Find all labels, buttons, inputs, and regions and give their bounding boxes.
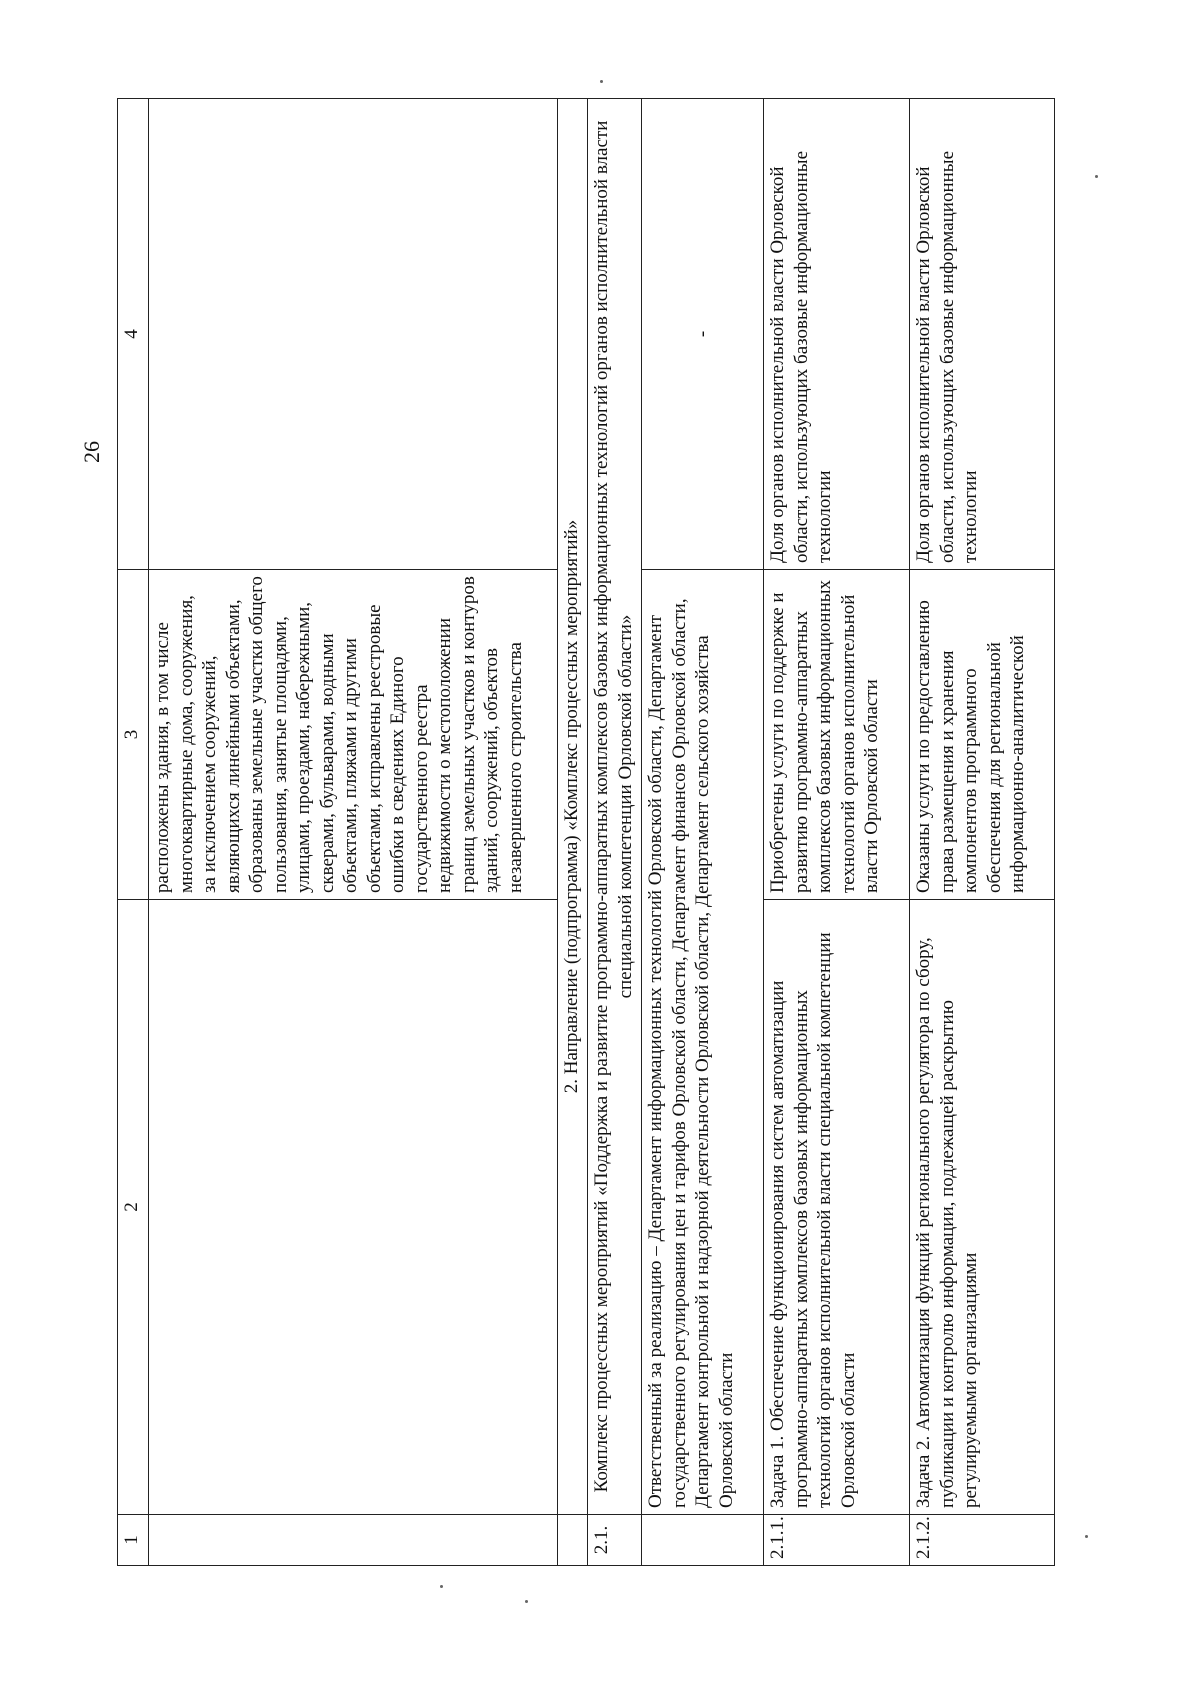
task-indicator: Доля органов исполнительной власти Орловской области, использующих базовые информационные технологии bbox=[910, 99, 1055, 570]
scan-speck bbox=[1095, 175, 1098, 178]
continuation-row bbox=[149, 99, 558, 1566]
rotated-table-sheet bbox=[117, 99, 1091, 1566]
task-row bbox=[764, 99, 910, 1566]
scan-speck bbox=[600, 80, 603, 83]
continuation-result-text: расположены здания, в том числе многоквартирные дома, сооружения, за исключением сооружений, являющихся линейными объектами, образованы земельные участки общего пользования, занятые площадями, улицами, проездами, набережными, скверами, бульварами, водными объектами, пляжами и другими объектами, исправлены реестровые ошибки в сведениях Единого государственного реестра недвижимости о местоположении границ земельных участков и контуров зданий, сооружений, объектов незавершенного строительства bbox=[149, 570, 558, 900]
responsible-indicator: - bbox=[642, 99, 764, 570]
task-row bbox=[910, 99, 1055, 1566]
page-number: 26 bbox=[79, 441, 104, 463]
header-col-3: 3 bbox=[118, 570, 149, 900]
task-number: 2.1.1. bbox=[764, 1515, 910, 1566]
scan-speck bbox=[1085, 1535, 1088, 1538]
responsible-row bbox=[642, 99, 764, 1566]
task-text: Задача 2. Автоматизация функций регионального регулятора по сбору, публикации и контролю информации, подлежащей раскрытию регулируемыми организациями bbox=[910, 900, 1055, 1515]
responsible-text: Ответственный за реализацию – Департамент информационных технологий Орловской области, Департамент государственного регулирования цен и тарифов Орловской области, Департамент финансов Орловской области, Департамент контрольной и надзорной деятельности Орловской области, Департамент сельского хозяйства Орловской области bbox=[642, 570, 764, 1515]
scan-speck bbox=[525, 1600, 528, 1603]
program-table bbox=[117, 98, 1055, 1566]
complex-number: 2.1. bbox=[588, 1515, 642, 1566]
section-row bbox=[558, 99, 588, 1566]
header-row bbox=[118, 99, 149, 1566]
header-col-4: 4 bbox=[118, 99, 149, 570]
complex-title: Комплекс процессных мероприятий «Поддержка и развитие программно-аппаратных комплексов базовых информационных технологий органов исполнительной власти специальной компетенции Орловской области» bbox=[588, 99, 642, 1515]
complex-row bbox=[588, 99, 642, 1566]
header-col-1: 1 bbox=[118, 1515, 149, 1566]
scan-speck bbox=[440, 1585, 443, 1588]
task-result: Приобретены услуги по поддержке и развитию программно-аппаратных комплексов базовых информационных технологий органов исполнительной власти Орловской области bbox=[764, 570, 910, 900]
task-result: Оказаны услуги по предоставлению права размещения и хранения компонентов программного обеспечения для региональной информационно-аналитической bbox=[910, 570, 1055, 900]
section-title: 2. Направление (подпрограмма) «Комплекс процессных мероприятий» bbox=[558, 99, 588, 1515]
task-indicator: Доля органов исполнительной власти Орловской области, использующих базовые информационные технологии bbox=[764, 99, 910, 570]
header-col-2: 2 bbox=[118, 900, 149, 1515]
task-text: Задача 1. Обеспечение функционирования систем автоматизации программно-аппаратных комплексов базовых информационных технологий органов исполнительной власти специальной компетенции Орловской области bbox=[764, 900, 910, 1515]
task-number: 2.1.2. bbox=[910, 1515, 1055, 1566]
